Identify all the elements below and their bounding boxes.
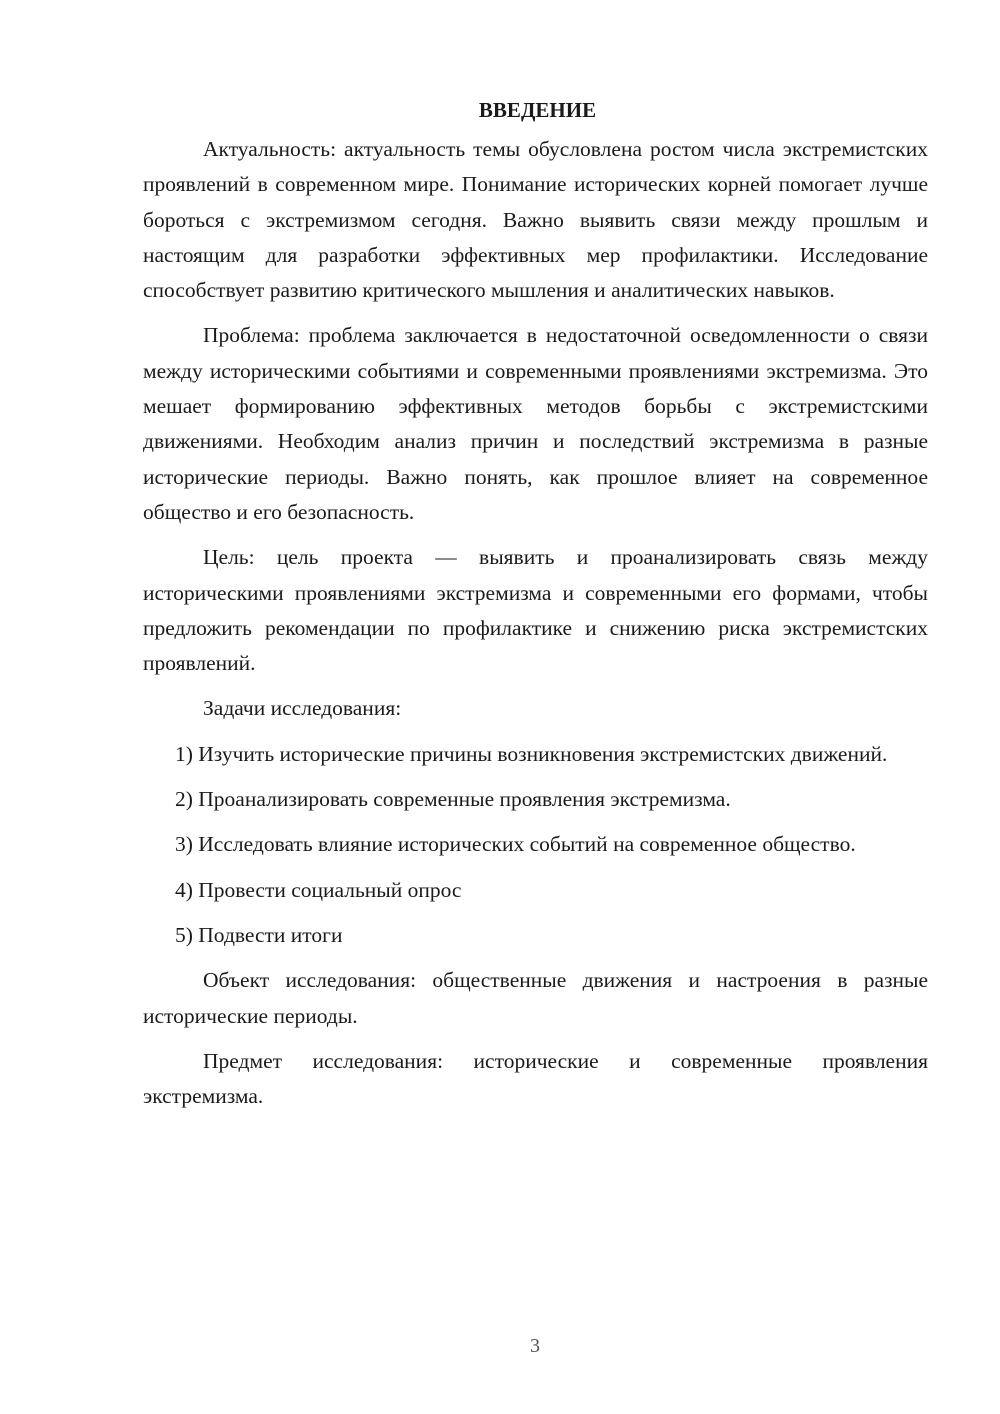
task-item: 2) Проанализировать современные проявления экстремизма.: [175, 787, 731, 812]
goal-paragraph: Цель: цель проекта — выявить и проанализировать связь между историческими проявлениями экстремизма и современными его формами, чтобы предложить рекомендации по профилактике и снижению риска экстремистских проявлений.: [143, 545, 928, 676]
task-item: 5) Подвести итоги: [175, 922, 343, 947]
page-number: 3: [530, 1335, 540, 1357]
section-title: ВВЕДЕНИЕ: [478, 98, 597, 122]
object-paragraph: Объект исследования: общественные движения и настроения в разные исторические периоды.: [143, 968, 928, 1028]
problem-paragraph: Проблема: проблема заключается в недостаточной осведомленности о связи между историческими событиями и современными проявлениями экстремизма. Это мешает формированию эффективных методов борьбы с экстремистскими движениями. Необходим анализ причин и последствий экстремизма в разные исторические периоды. Важно понять, как прошлое влияет на современное общество и его безопасность.: [143, 323, 928, 524]
task-item: 1) Изучить исторические причины возникновения экстремистских движений.: [175, 741, 888, 766]
tasks-list: [143, 737, 928, 953]
subject-paragraph: Предмет исследования: исторические и современные проявления экстремизма.: [143, 1048, 928, 1109]
relevance-paragraph: Актуальность: актуальность темы обусловлена ростом числа экстремистских проявлений в современном мире. Понимание исторических корней помогает лучше бороться с экстремизмом сегодня. Важно выявить связи между прошлым и настоящим для разработки эффективных мер профилактики. Исследование способствует развитию критического мышления и аналитических навыков.: [143, 137, 928, 303]
tasks-heading: Задачи исследования:: [203, 696, 402, 721]
task-item: 4) Провести социальный опрос: [175, 877, 462, 902]
document-page: [143, 93, 928, 1124]
task-item: 3) Исследовать влияние исторических событий на современное общество.: [175, 832, 856, 857]
